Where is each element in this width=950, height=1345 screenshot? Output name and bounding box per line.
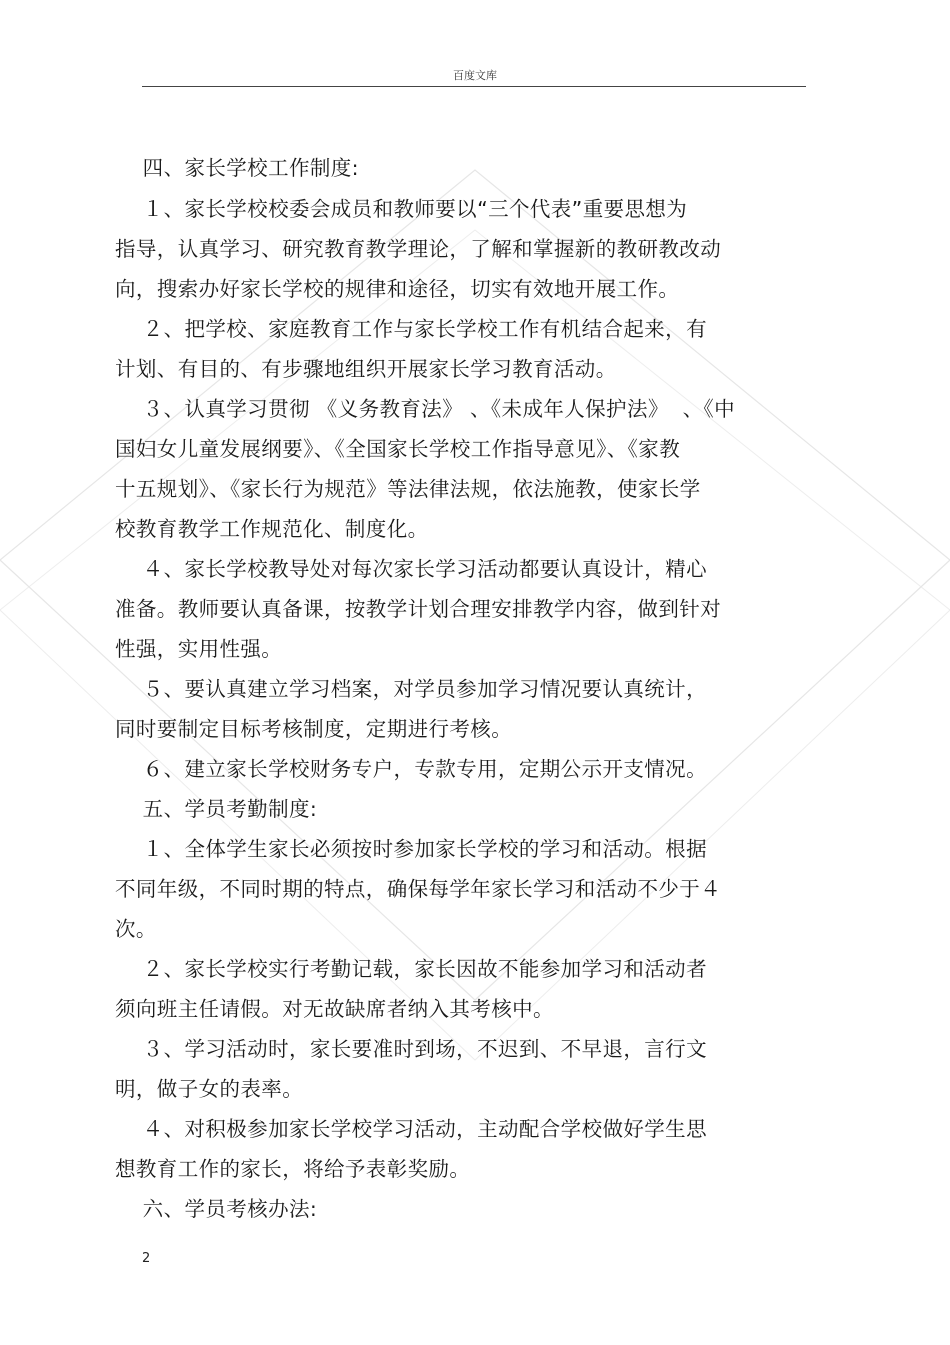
page-number: 2 [142, 1251, 151, 1266]
text-line: 想教育工作的家长，将给予表彰奖励。 [115, 1157, 471, 1181]
text-line: ３、认真学习贯彻 《义务教育法》 、《未成年人保护法》 、《中 [115, 397, 736, 421]
text-line: 同时要制定目标考核制度，定期进行考核。 [115, 717, 513, 741]
text-line: 指导，认真学习、研究教育教学理论，了解和掌握新的教研教改动 [115, 237, 722, 261]
text-line: ４、家长学校教导处对每次家长学习活动都要认真设计，精心 [115, 557, 707, 581]
text-line: 校教育教学工作规范化、制度化。 [115, 517, 429, 541]
header-title: 百度文库 [453, 69, 497, 82]
text-line: 六、学员考核办法: [115, 1197, 318, 1221]
text-line: 明，做子女的表率。 [115, 1077, 304, 1101]
text-line: ４、对积极参加家长学校学习活动，主动配合学校做好学生思 [115, 1117, 707, 1141]
text-line: 次。 [115, 917, 157, 941]
text-line: 十五规划》、《家长行为规范》等法律法规，依法施教，使家长学 [115, 477, 701, 501]
text-line: ３、学习活动时，家长要准时到场，不迟到、不早退，言行文 [115, 1037, 707, 1061]
text-line: 性强，实用性强。 [115, 637, 283, 661]
text-line: 国妇女儿童发展纲要》、《全国家长学校工作指导意见》、《家教 [115, 437, 681, 461]
header-divider [142, 86, 806, 87]
text-line: ２、把学校、家庭教育工作与家长学校工作有机结合起来，有 [115, 317, 707, 341]
text-line: 不同年级，不同时期的特点，确保每学年家长学习和活动不少于４ [115, 877, 722, 901]
text-line: ５、要认真建立学习档案，对学员参加学习情况要认真统计， [115, 677, 707, 701]
text-line: 向，搜索办好家长学校的规律和途径，切实有效地开展工作。 [115, 277, 680, 301]
text-line: 须向班主任请假。对无故缺席者纳入其考核中。 [115, 997, 554, 1021]
text-line: 计划、有目的、有步骤地组织开展家长学习教育活动。 [115, 357, 617, 381]
text-line: ６、建立家长学校财务专户，专款专用，定期公示开支情况。 [115, 757, 707, 781]
text-line: ２、家长学校实行考勤记载，家长因故不能参加学习和活动者 [115, 957, 707, 981]
text-line: １、全体学生家长必须按时参加家长学校的学习和活动。根据 [115, 837, 707, 861]
text-line: 四、家长学校工作制度: [115, 156, 359, 180]
text-line: 准备。教师要认真备课，按教学计划合理安排教学内容，做到针对 [115, 597, 722, 621]
text-line: 五、学员考勤制度: [115, 797, 318, 821]
text-line: １、家长学校校委会成员和教师要以“三个代表”重要思想为 [115, 197, 688, 221]
